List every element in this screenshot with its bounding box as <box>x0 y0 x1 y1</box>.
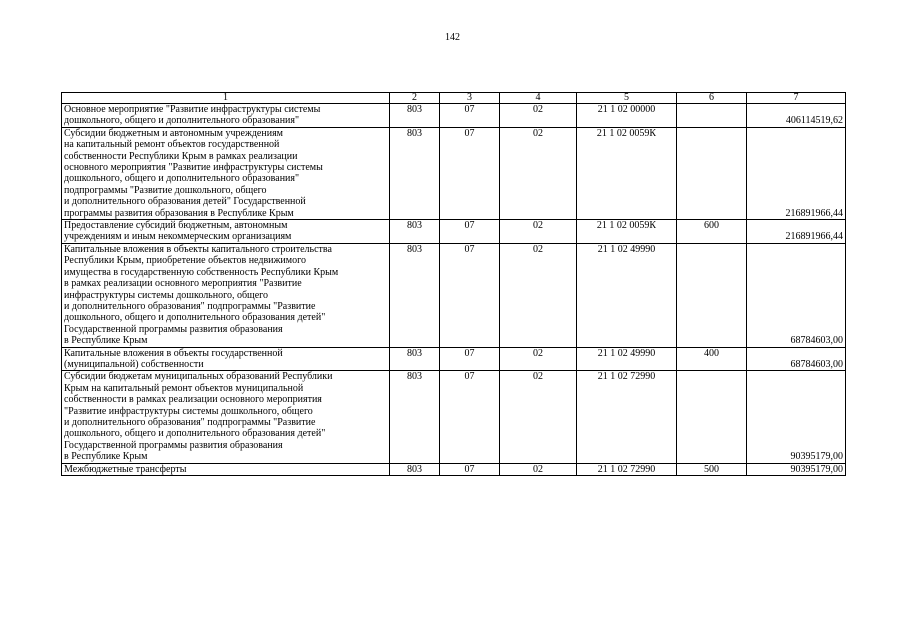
description-line: дошкольного, общего и дополнительного образования детей" <box>64 312 326 324</box>
subsection-code-cell: 02 <box>500 104 577 128</box>
expense-type-cell <box>677 371 747 463</box>
target-article-cell: 21 1 02 49990 <box>577 243 677 347</box>
table-row <box>62 243 846 347</box>
table-row <box>62 371 846 463</box>
row-description <box>62 463 390 475</box>
target-article-cell: 21 1 02 49990 <box>577 347 677 371</box>
description-line: дошкольного, общего и дополнительного образования" <box>64 115 300 127</box>
amount-cell: 68784603,00 <box>747 243 846 347</box>
expense-type-cell <box>677 127 747 219</box>
description-line: дошкольного, общего и дополнительного образования" <box>64 173 300 185</box>
table-header-row <box>62 93 846 104</box>
header-cell: 4 <box>500 93 577 104</box>
table-row <box>62 127 846 219</box>
page-number: 142 <box>445 32 460 43</box>
table-row <box>62 463 846 475</box>
description-line: (муниципальной) собственности <box>64 358 204 370</box>
table-row <box>62 104 846 128</box>
description-line: Крым на капитальный ремонт объектов муниципальной <box>64 382 304 394</box>
ministry-code-cell: 803 <box>390 104 440 128</box>
row-description <box>62 243 390 347</box>
subsection-code-cell: 02 <box>500 463 577 475</box>
header-cell: 3 <box>440 93 500 104</box>
amount-cell: 216891966,44 <box>747 220 846 244</box>
description-line: Капитальные вложения в объекты государственной <box>64 347 283 359</box>
section-code-cell: 07 <box>440 220 500 244</box>
target-article-cell: 21 1 02 72990 <box>577 463 677 475</box>
section-code-cell: 07 <box>440 347 500 371</box>
description-line: в рамках реализации основного мероприятия "Развитие <box>64 278 302 290</box>
description-line: инфраструктуры системы дошкольного, общего <box>64 289 269 301</box>
subsection-code-cell: 02 <box>500 127 577 219</box>
section-code-cell: 07 <box>440 243 500 347</box>
description-line: имущества в государственную собственность Республики Крым <box>64 266 339 278</box>
description-line: и дополнительного образования" подпрограммы "Развитие <box>64 300 316 312</box>
subsection-code-cell: 02 <box>500 347 577 371</box>
row-description <box>62 104 390 128</box>
amount-cell: 406114519,62 <box>747 104 846 128</box>
description-line: в Республике Крым <box>64 451 148 463</box>
target-article-cell: 21 1 02 0059К <box>577 220 677 244</box>
target-article-cell: 21 1 02 00000 <box>577 104 677 128</box>
target-article-cell: 21 1 02 72990 <box>577 371 677 463</box>
description-line: подпрограммы "Развитие дошкольного, общего <box>64 184 267 196</box>
ministry-code-cell: 803 <box>390 347 440 371</box>
row-description <box>62 127 390 219</box>
expense-type-cell: 500 <box>677 463 747 475</box>
description-line: и дополнительного образования" подпрограммы "Развитие <box>64 416 316 428</box>
description-line: Республики Крым, приобретение объектов недвижимого <box>64 255 306 267</box>
description-line: Межбюджетные трансферты <box>64 463 187 475</box>
table-row <box>62 347 846 371</box>
amount-cell: 90395179,00 <box>747 371 846 463</box>
subsection-code-cell: 02 <box>500 220 577 244</box>
description-line: Капитальные вложения в объекты капитального строительства <box>64 243 332 255</box>
ministry-code-cell: 803 <box>390 220 440 244</box>
table-body <box>62 104 846 476</box>
description-line: Государственной программы развития образования <box>64 439 283 451</box>
description-line: и дополнительного образования детей" Государственной <box>64 196 306 208</box>
expense-type-cell <box>677 104 747 128</box>
amount-cell: 90395179,00 <box>747 463 846 475</box>
subsection-code-cell: 02 <box>500 243 577 347</box>
description-line: Субсидии бюджетным и автономным учреждениям <box>64 127 284 139</box>
description-line: Предоставление субсидий бюджетным, автономным <box>64 220 288 232</box>
description-line: Государственной программы развития образования <box>64 323 283 335</box>
expense-type-cell: 400 <box>677 347 747 371</box>
description-line: в Республике Крым <box>64 335 148 347</box>
header-cell: 6 <box>677 93 747 104</box>
header-cell: 1 <box>62 93 390 104</box>
expense-type-cell <box>677 243 747 347</box>
description-line: Субсидии бюджетам муниципальных образований Республики <box>64 371 333 383</box>
row-description <box>62 371 390 463</box>
description-line: собственности в рамках реализации основного мероприятия <box>64 394 322 406</box>
description-line: учреждениям и иным некоммерческим организациям <box>64 231 292 243</box>
subsection-code-cell: 02 <box>500 371 577 463</box>
amount-cell: 68784603,00 <box>747 347 846 371</box>
ministry-code-cell: 803 <box>390 243 440 347</box>
description-line: дошкольного, общего и дополнительного образования детей" <box>64 428 326 440</box>
header-cell: 2 <box>390 93 440 104</box>
row-description <box>62 347 390 371</box>
row-description <box>62 220 390 244</box>
target-article-cell: 21 1 02 0059К <box>577 127 677 219</box>
expense-type-cell: 600 <box>677 220 747 244</box>
description-line: основного мероприятия "Развитие инфраструктуры системы <box>64 162 323 174</box>
description-line: программы развития образования в Республике Крым <box>64 207 294 219</box>
description-line: на капитальный ремонт объектов государственной <box>64 139 280 151</box>
section-code-cell: 07 <box>440 127 500 219</box>
budget-table <box>61 92 846 476</box>
header-cell: 5 <box>577 93 677 104</box>
section-code-cell: 07 <box>440 371 500 463</box>
header-cell: 7 <box>747 93 846 104</box>
ministry-code-cell: 803 <box>390 371 440 463</box>
ministry-code-cell: 803 <box>390 127 440 219</box>
section-code-cell: 07 <box>440 104 500 128</box>
ministry-code-cell: 803 <box>390 463 440 475</box>
section-code-cell: 07 <box>440 463 500 475</box>
description-line: "Развитие инфраструктуры системы дошкольного, общего <box>64 405 313 417</box>
description-line: собственности Республики Крым в рамках реализации <box>64 150 298 162</box>
description-line: Основное мероприятие "Развитие инфраструктуры системы <box>64 104 321 115</box>
table-row <box>62 220 846 244</box>
amount-cell: 216891966,44 <box>747 127 846 219</box>
